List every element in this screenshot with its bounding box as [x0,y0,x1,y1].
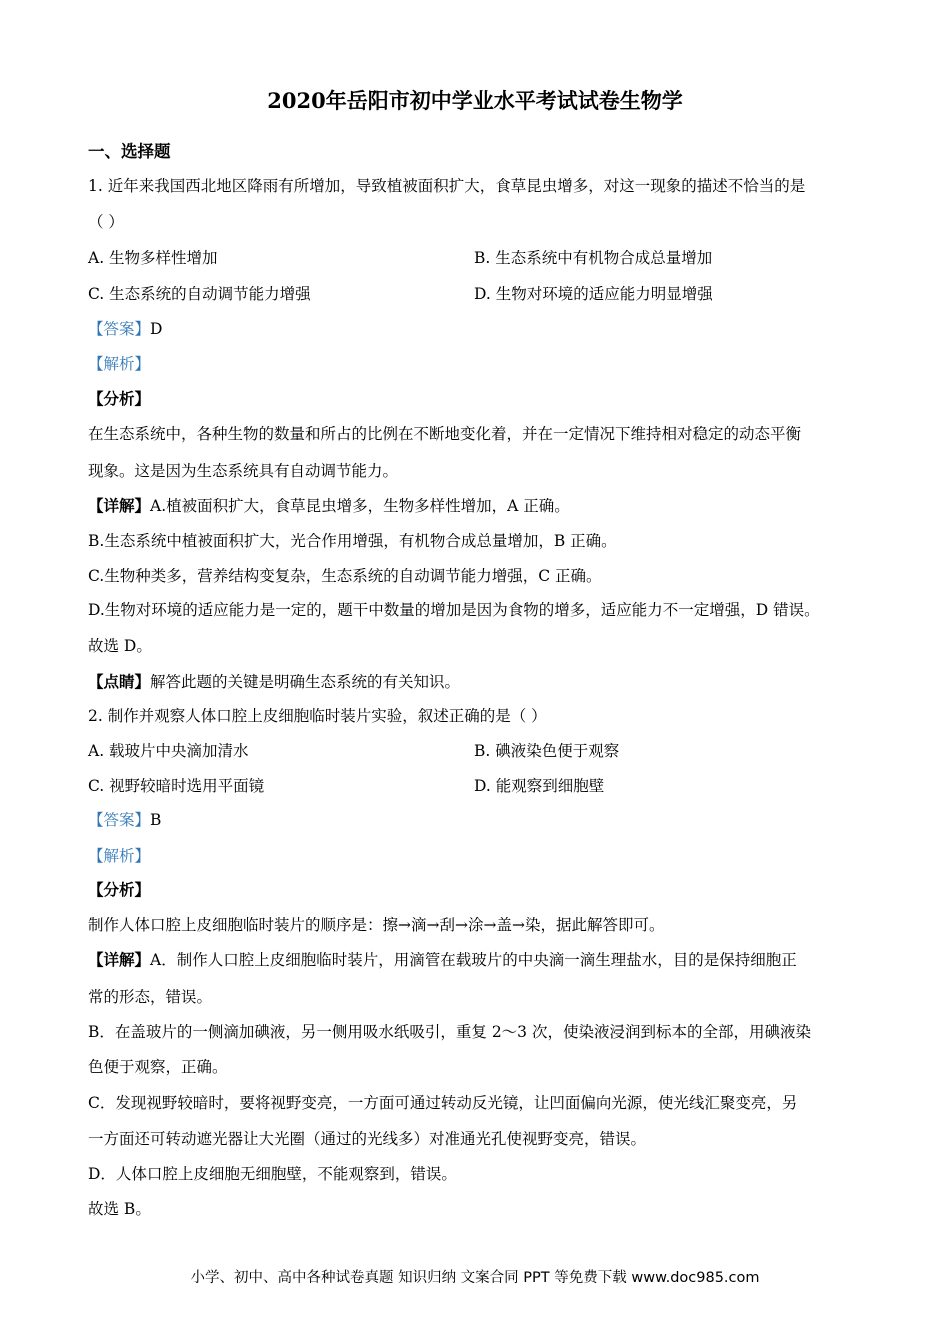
question-1-option-a: A. 生物多样性增加 [88,249,218,267]
question-2-option-b: B. 碘液染色便于观察 [474,742,620,760]
question-1-xiangjie [88,496,570,516]
question-2-xiangjie-c: C．发现视野较暗时，要将视野变亮，一方面可通过转动反光镜，让凹面偏向光源，使光线汇聚变亮，另 [88,1094,798,1112]
answer-tag: 【答案】 [88,811,151,829]
question-1-blank: （ ） [88,213,124,231]
question-1-option-c: C. 生态系统的自动调节能力增强 [88,285,311,303]
dianjing-tag: 【点睛】 [88,672,151,691]
question-1-fenxi-line: 现象。这是因为生态系统具有自动调节能力。 [88,462,399,480]
question-1-dianjing [88,672,460,692]
question-1-jiexi-tag: 【解析】 [88,355,151,373]
question-1-xiangjie-b: B.生态系统中植被面积扩大，光合作用增强，有机物合成总量增加，B 正确。 [88,532,617,550]
answer-tag: 【答案】 [88,320,151,338]
question-2-xiangjie-b: B．在盖玻片的一侧滴加碘液，另一侧用吸水纸吸引，重复 2～3 次，使染液浸润到标本的全部，用碘液染 [88,1023,811,1041]
question-1-xiangjie-c: C.生物种类多，营养结构变复杂，生态系统的自动调节能力增强，C 正确。 [88,567,602,585]
question-1-fenxi-tag: 【分析】 [88,389,151,408]
page-title: 2020年岳阳市初中学业水平考试试卷生物学 [267,88,683,113]
question-1-option-d: D. 生物对环境的适应能力明显增强 [474,285,713,303]
question-1-fenxi-line: 在生态系统中，各种生物的数量和所占的比例在不断地变化着，并在一定情况下维持相对稳定的动态平衡 [88,425,802,443]
question-2-xiangjie [88,950,797,970]
question-2-option-d: D. 能观察到细胞壁 [474,777,605,795]
dianjing-text: 解答此题的关键是明确生态系统的有关知识。 [150,673,461,691]
question-2-stem: 2. 制作并观察人体口腔上皮细胞临时装片实验，叙述正确的是（ ） [88,707,547,725]
question-2-xiangjie-b-cont: 色便于观察，正确。 [88,1058,228,1076]
question-1-choose: 故选 D。 [88,637,152,655]
question-2-choose: 故选 B。 [88,1200,151,1218]
question-1-answer [88,319,162,339]
question-1-option-b: B. 生态系统中有机物合成总量增加 [474,249,713,267]
xiangjie-a: A．制作人口腔上皮细胞临时装片，用滴管在载玻片的中央滴一滴生理盐水，目的是保持细胞正 [150,951,797,969]
section-heading: 一、选择题 [88,142,171,161]
question-2-option-a: A. 载玻片中央滴加清水 [88,742,249,760]
question-2-xiangjie-d: D．人体口腔上皮细胞无细胞壁，不能观察到，错误。 [88,1165,457,1183]
question-2-fenxi: 制作人体口腔上皮细胞临时装片的顺序是：擦→滴→刮→涂→盖→染，据此解答即可。 [88,916,665,934]
question-2-xiangjie-a-cont: 常的形态，错误。 [88,988,213,1006]
question-2-fenxi-tag: 【分析】 [88,880,151,899]
page-footer: 小学、初中、高中各种试卷真题 知识归纳 文案合同 PPT 等免费下载 www.doc985.com [190,1270,760,1286]
question-2-option-c: C. 视野较暗时选用平面镜 [88,777,265,795]
xiangjie-tag: 【详解】 [88,950,151,969]
question-1-stem: 1. 近年来我国西北地区降雨有所增加，导致植被面积扩大，食草昆虫增多，对这一现象的描述不恰当的是 [88,177,806,195]
question-2-answer [88,810,161,830]
question-2-xiangjie-c-cont: 一方面还可转动遮光器让大光圈（通过的光线多）对准通光孔使视野变亮，错误。 [88,1130,647,1148]
xiangjie-tag: 【详解】 [88,496,151,515]
answer-value: B [150,811,162,829]
answer-value: D [150,320,163,338]
xiangjie-a: A.植被面积扩大，食草昆虫增多，生物多样性增加，A 正确。 [150,497,570,515]
question-2-jiexi-tag: 【解析】 [88,847,151,865]
question-1-xiangjie-d: D.生物对环境的适应能力是一定的，题干中数量的增加是因为食物的增多，适应能力不一定增强，D 错误。 [88,601,820,619]
